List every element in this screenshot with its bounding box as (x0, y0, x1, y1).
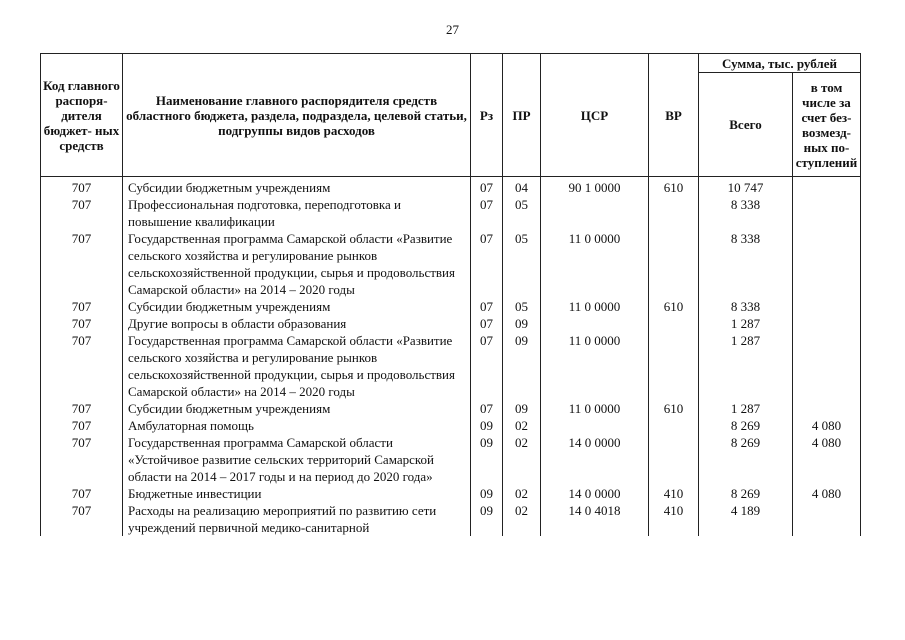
cell-vr (649, 230, 699, 298)
cell-vr (649, 434, 699, 485)
cell-vr (649, 196, 699, 230)
cell-name: Субсидии бюджетным учреждениям (123, 400, 471, 417)
cell-code: 707 (41, 332, 123, 400)
cell-pr: 02 (503, 434, 541, 485)
cell-name: Бюджетные инвестиции (123, 485, 471, 502)
table-row (41, 315, 861, 332)
cell-code: 707 (41, 298, 123, 315)
header-name: Наименование главного распорядителя средств областного бюджета, раздела, подраздела, целевой статьи, подгруппы видов расходов (123, 54, 471, 177)
cell-name: Государственная программа Самарской области «Устойчивое развитие сельских территорий Самарской области на 2014 – 2017 годы и на период до 2020 года» (123, 434, 471, 485)
cell-total: 8 338 (699, 196, 793, 230)
table-row (41, 177, 861, 197)
cell-csr (541, 196, 649, 230)
budget-table (40, 53, 861, 536)
cell-name: Государственная программа Самарской области «Развитие сельского хозяйства и регулирование рынков сельскохозяйственной продукции, сырья и продовольствия Самарской области» на 2014 – 2020 годы (123, 230, 471, 298)
table-row (41, 400, 861, 417)
cell-rz: 09 (471, 417, 503, 434)
cell-vr (649, 332, 699, 400)
cell-total: 1 287 (699, 315, 793, 332)
cell-vr: 610 (649, 400, 699, 417)
cell-vr: 610 (649, 298, 699, 315)
cell-csr: 11 0 0000 (541, 400, 649, 417)
cell-total: 8 338 (699, 230, 793, 298)
header-pr: ПР (503, 54, 541, 177)
table-body (41, 177, 861, 537)
cell-total: 4 189 (699, 502, 793, 536)
cell-rz: 07 (471, 315, 503, 332)
cell-name: Расходы на реализацию мероприятий по развитию сети учреждений первичной медико-санитарной (123, 502, 471, 536)
cell-total: 8 269 (699, 485, 793, 502)
table-row (41, 485, 861, 502)
cell-incl: 4 080 (793, 417, 861, 434)
cell-csr: 14 0 4018 (541, 502, 649, 536)
cell-csr: 11 0 0000 (541, 298, 649, 315)
cell-name: Профессиональная подготовка, переподготовка и повышение квалификации (123, 196, 471, 230)
cell-code: 707 (41, 177, 123, 197)
cell-code: 707 (41, 196, 123, 230)
cell-vr (649, 315, 699, 332)
cell-rz: 07 (471, 400, 503, 417)
cell-csr: 14 0 0000 (541, 434, 649, 485)
cell-pr: 05 (503, 230, 541, 298)
table-row (41, 434, 861, 485)
cell-name: Субсидии бюджетным учреждениям (123, 298, 471, 315)
cell-rz: 07 (471, 196, 503, 230)
cell-pr: 05 (503, 298, 541, 315)
cell-pr: 09 (503, 315, 541, 332)
cell-vr (649, 417, 699, 434)
table-row (41, 230, 861, 298)
cell-csr: 90 1 0000 (541, 177, 649, 197)
cell-total: 8 269 (699, 434, 793, 485)
table-row (41, 298, 861, 315)
cell-code: 707 (41, 485, 123, 502)
cell-pr: 05 (503, 196, 541, 230)
cell-rz: 07 (471, 298, 503, 315)
cell-incl (793, 400, 861, 417)
header-sum-group: Сумма, тыс. рублей (699, 54, 861, 73)
header-vr: ВР (649, 54, 699, 177)
cell-name: Амбулаторная помощь (123, 417, 471, 434)
table-row (41, 502, 861, 536)
table-row (41, 417, 861, 434)
cell-code: 707 (41, 230, 123, 298)
cell-code: 707 (41, 434, 123, 485)
cell-csr (541, 315, 649, 332)
cell-code: 707 (41, 502, 123, 536)
cell-rz: 07 (471, 230, 503, 298)
cell-code: 707 (41, 400, 123, 417)
table-row (41, 332, 861, 400)
cell-incl (793, 230, 861, 298)
cell-csr: 11 0 0000 (541, 230, 649, 298)
cell-name: Субсидии бюджетным учреждениям (123, 177, 471, 197)
cell-csr: 14 0 0000 (541, 485, 649, 502)
cell-pr: 02 (503, 417, 541, 434)
cell-pr: 09 (503, 400, 541, 417)
header-csr: ЦСР (541, 54, 649, 177)
header-rz: Рз (471, 54, 503, 177)
header-code: Код главного распоря- дителя бюджет- ных средств (41, 54, 123, 177)
cell-total: 1 287 (699, 332, 793, 400)
cell-pr: 09 (503, 332, 541, 400)
cell-pr: 02 (503, 502, 541, 536)
cell-vr: 610 (649, 177, 699, 197)
cell-rz: 07 (471, 332, 503, 400)
cell-total: 8 338 (699, 298, 793, 315)
cell-csr (541, 417, 649, 434)
cell-incl (793, 196, 861, 230)
cell-incl (793, 315, 861, 332)
page-number: 27 (446, 22, 459, 37)
cell-incl (793, 502, 861, 536)
cell-incl: 4 080 (793, 434, 861, 485)
cell-pr: 02 (503, 485, 541, 502)
cell-code: 707 (41, 417, 123, 434)
cell-vr: 410 (649, 485, 699, 502)
cell-incl: 4 080 (793, 485, 861, 502)
cell-rz: 07 (471, 177, 503, 197)
header-incl: в том числе за счет без- возмезд- ных по- ступлений (793, 73, 861, 177)
cell-rz: 09 (471, 502, 503, 536)
cell-csr: 11 0 0000 (541, 332, 649, 400)
cell-rz: 09 (471, 434, 503, 485)
cell-incl (793, 177, 861, 197)
cell-rz: 09 (471, 485, 503, 502)
cell-incl (793, 332, 861, 400)
cell-code: 707 (41, 315, 123, 332)
cell-pr: 04 (503, 177, 541, 197)
cell-name: Государственная программа Самарской области «Развитие сельского хозяйства и регулирование рынков сельскохозяйственной продукции, сырья и продовольствия Самарской области» на 2014 – 2020 годы (123, 332, 471, 400)
cell-total: 10 747 (699, 177, 793, 197)
cell-name: Другие вопросы в области образования (123, 315, 471, 332)
cell-incl (793, 298, 861, 315)
cell-total: 1 287 (699, 400, 793, 417)
header-total: Всего (699, 73, 793, 177)
cell-vr: 410 (649, 502, 699, 536)
table-row (41, 196, 861, 230)
cell-total: 8 269 (699, 417, 793, 434)
